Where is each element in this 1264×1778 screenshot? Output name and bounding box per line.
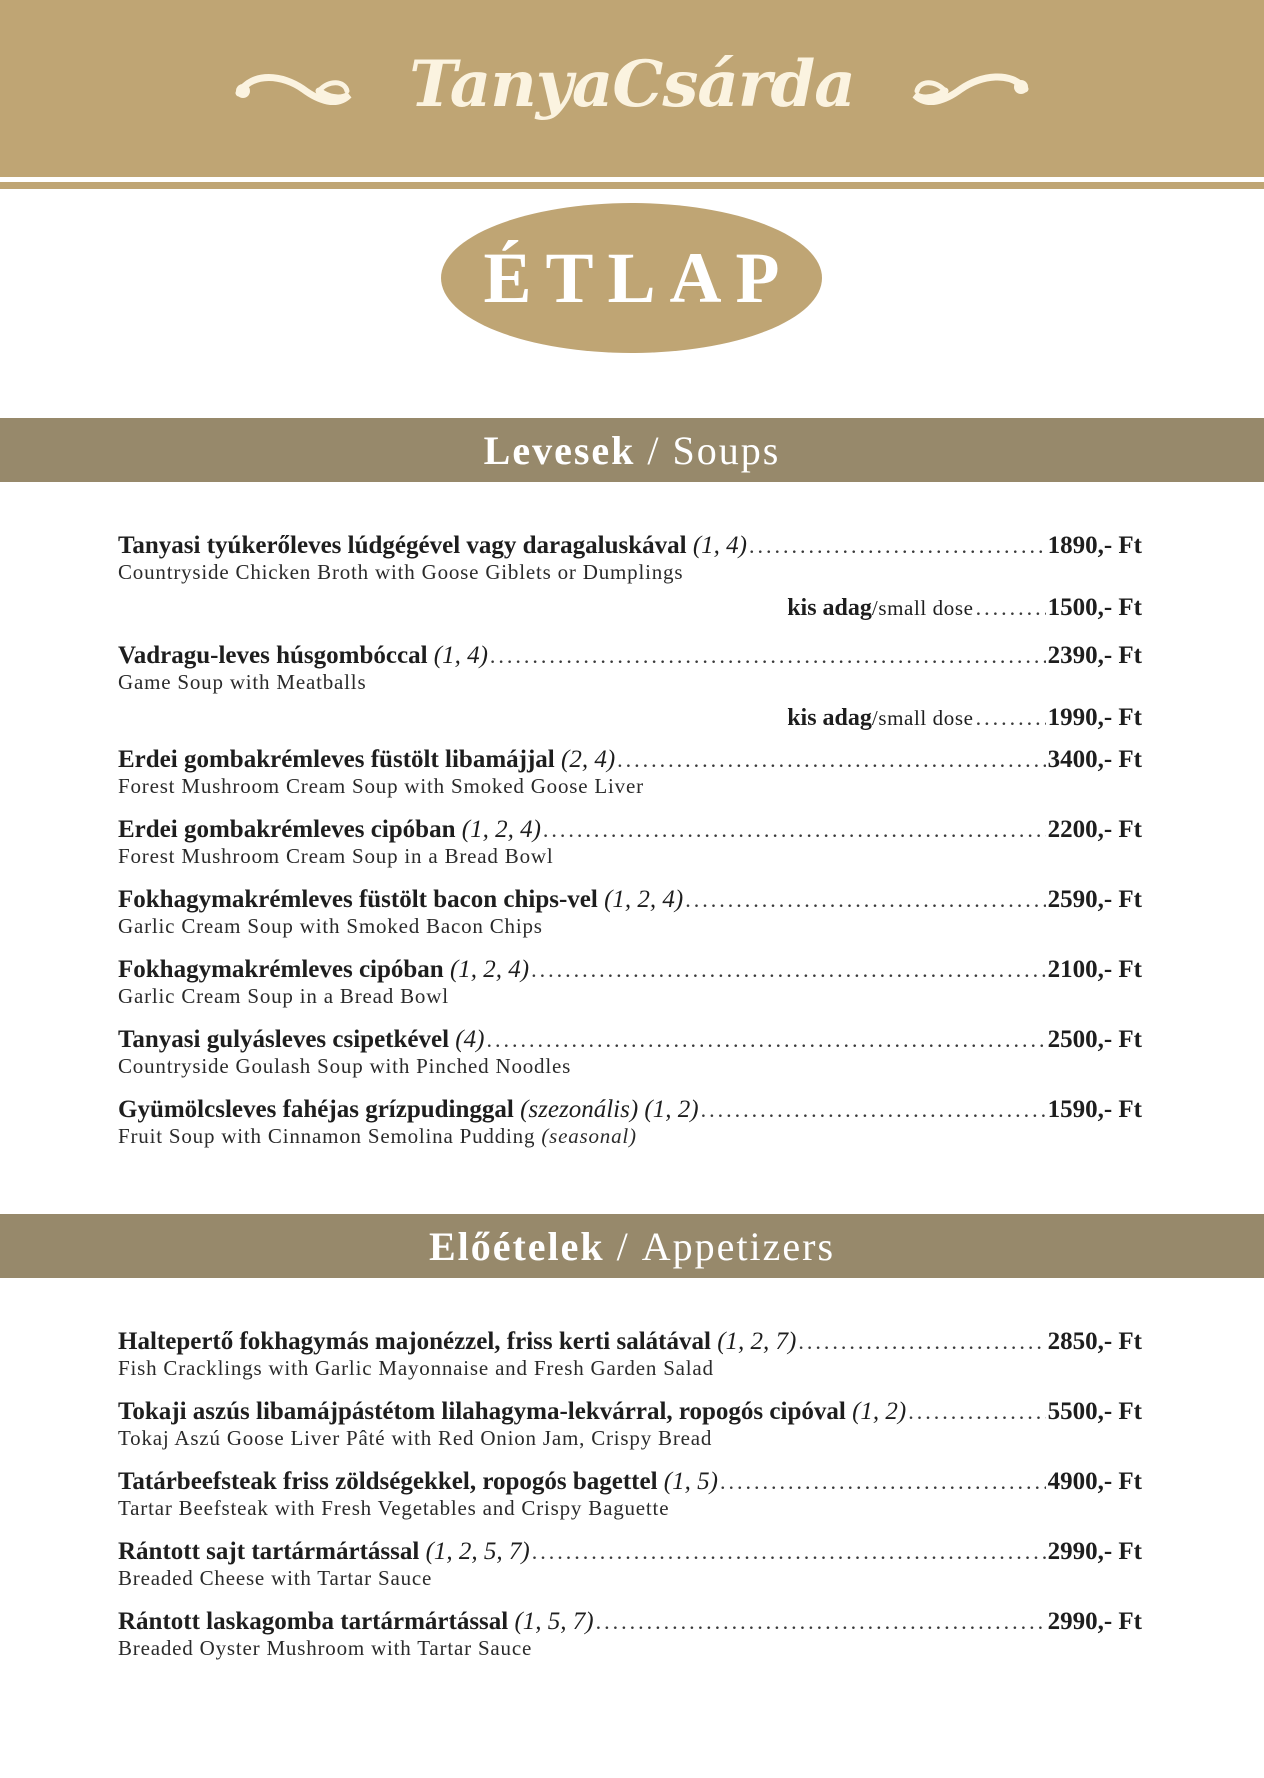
item-allergen-codes: (1, 5, 7) (514, 1608, 594, 1635)
item-allergen-codes: (1, 4) (692, 532, 747, 559)
dot-leader (720, 1469, 1046, 1495)
item-allergen-codes: (szezonális) (1, 2) (520, 1096, 699, 1123)
item-name: Fokhagymakrémleves cipóban (118, 956, 444, 983)
item-name: Rántott laskagomba tartármártással (118, 1608, 509, 1635)
item-price: 2200,- Ft (1047, 816, 1142, 843)
item-price: 2990,- Ft (1047, 1608, 1142, 1635)
section-title-en: Soups (672, 427, 781, 473)
item-name: Rántott sajt tartármártással (118, 1538, 420, 1565)
small-dose-label-en: small dose (878, 706, 974, 730)
dot-leader (798, 1329, 1045, 1355)
item-price: 2500,- Ft (1047, 1026, 1142, 1053)
dot-leader (596, 1609, 1046, 1635)
item-price: 4900,- Ft (1047, 1468, 1142, 1495)
dot-leader (749, 533, 1046, 559)
item-name: Tanyasi tyúkerőleves lúdgégével vagy daragaluskával (118, 532, 687, 559)
dot-leader (532, 1539, 1046, 1565)
item-english-name: Forest Mushroom Cream Soup in a Bread Bowl (118, 844, 554, 868)
item-price: 2100,- Ft (1047, 956, 1142, 983)
small-portion-row (118, 594, 1142, 620)
dot-leader (685, 887, 1045, 913)
item-english-name: Forest Mushroom Cream Soup with Smoked Goose Liver (118, 774, 644, 798)
item-english-name: Garlic Cream Soup with Smoked Bacon Chips (118, 914, 543, 938)
dot-leader (976, 595, 1046, 621)
dot-leader (976, 705, 1046, 731)
item-name: Haltepertő fokhagymás majonézzel, friss kerti salátával (118, 1328, 711, 1355)
item-name: Tatárbeefsteak friss zöldségekkel, ropogós bagettel (118, 1468, 658, 1495)
section-header-soups (0, 418, 1264, 482)
item-english-name: Tokaj Aszú Goose Liver Pâté with Red Onion Jam, Crispy Bread (118, 1426, 713, 1450)
item-english-name: Tartar Beefsteak with Fresh Vegetables and Crispy Baguette (118, 1496, 670, 1520)
item-allergen-codes: (1, 2, 7) (717, 1328, 797, 1355)
menu-item (118, 642, 1142, 730)
item-name: Tokaji aszús libamájpástétom lilahagyma-lekvárral, ropogós cipóval (118, 1398, 846, 1425)
small-dose-label-hu: kis adag (787, 595, 872, 621)
item-name: Gyümölcsleves fahéjas grízpudinggal (118, 1096, 514, 1123)
section-title-en: Appetizers (641, 1223, 836, 1269)
section-title-separator: / (635, 427, 673, 473)
item-english-name: Game Soup with Meatballs (118, 670, 367, 694)
menu-item (118, 1538, 1142, 1592)
dot-leader (486, 1027, 1045, 1053)
flourish-right-icon (911, 67, 1031, 115)
menu-item (118, 1608, 1142, 1662)
menu-item (118, 1328, 1142, 1382)
dot-leader (701, 1097, 1046, 1123)
item-allergen-codes: (2, 4) (561, 746, 616, 773)
item-price: 2990,- Ft (1047, 1538, 1142, 1565)
menu-item (118, 1468, 1142, 1522)
header-rule (0, 182, 1264, 189)
small-dose-label-hu: kis adag (787, 705, 872, 731)
item-name: Vadragu-leves húsgombóccal (118, 642, 428, 669)
section-header-appetizers (0, 1214, 1264, 1278)
item-allergen-codes: (1, 5) (663, 1468, 718, 1495)
item-price: 2590,- Ft (1047, 886, 1142, 913)
item-price: 3400,- Ft (1047, 746, 1142, 773)
item-allergen-codes: (1, 4) (433, 642, 488, 669)
menu-item (118, 816, 1142, 870)
item-name: Tanyasi gulyásleves csipetkével (118, 1026, 450, 1053)
menu-item (118, 956, 1142, 1010)
item-english-name: Fish Cracklings with Garlic Mayonnaise and Fresh Garden Salad (118, 1356, 714, 1380)
title-oval (441, 203, 822, 353)
item-allergen-codes: (1, 2, 4) (449, 956, 530, 983)
dot-leader (543, 817, 1046, 843)
item-english-name: Countryside Chicken Broth with Goose Giblets or Dumplings (118, 560, 684, 584)
item-price: 2390,- Ft (1047, 642, 1142, 669)
item-price: 2850,- Ft (1047, 1328, 1142, 1355)
menu-item (118, 1398, 1142, 1452)
dot-leader (617, 747, 1045, 773)
header-banner (0, 0, 1264, 177)
menu-item (118, 532, 1142, 620)
brand-logo: TanyaCsárda (409, 47, 855, 122)
item-english-name: Fruit Soup with Cinnamon Semolina Pudding (118, 1124, 536, 1148)
item-english-name: Garlic Cream Soup in a Bread Bowl (118, 984, 449, 1008)
item-name: Fokhagymakrémleves füstölt bacon chips-vel (118, 886, 598, 913)
flourish-left-icon (233, 67, 353, 115)
item-price: 5500,- Ft (1047, 1398, 1142, 1425)
item-allergen-codes: (1, 2) (852, 1398, 907, 1425)
item-english-name: Countryside Goulash Soup with Pinched Noodles (118, 1054, 572, 1078)
item-allergen-codes: (1, 2, 5, 7) (425, 1538, 530, 1565)
dot-leader (490, 643, 1046, 669)
dot-leader (908, 1399, 1045, 1425)
item-allergen-codes: (4) (455, 1026, 485, 1053)
item-name: Erdei gombakrémleves füstölt libamájjal (118, 746, 555, 773)
menu-item (118, 1096, 1142, 1150)
section-title-separator: / (604, 1223, 642, 1269)
page-title: ÉTLAP (483, 237, 794, 318)
menu-item (118, 1026, 1142, 1080)
section-title-hu: Előételek (428, 1223, 605, 1269)
section-title-hu: Levesek (483, 427, 636, 473)
dot-leader (531, 957, 1045, 983)
small-portion-row (118, 704, 1142, 730)
small-dose-label-en: small dose (878, 596, 974, 620)
small-dose-separator: / (871, 596, 879, 620)
small-price: 1500,- Ft (1047, 594, 1142, 621)
menu-item (118, 886, 1142, 940)
small-price: 1990,- Ft (1047, 704, 1142, 731)
item-allergen-codes: (1, 2, 4) (461, 816, 541, 843)
item-allergen-codes: (1, 2, 4) (604, 886, 684, 913)
item-price: 1590,- Ft (1047, 1096, 1142, 1123)
item-price: 1890,- Ft (1047, 532, 1142, 559)
small-dose-separator: / (871, 706, 879, 730)
item-english-note: (seasonal) (541, 1124, 637, 1148)
item-english-name: Breaded Oyster Mushroom with Tartar Sauce (118, 1636, 533, 1660)
menu-item (118, 746, 1142, 800)
item-english-name: Breaded Cheese with Tartar Sauce (118, 1566, 433, 1590)
item-name: Erdei gombakrémleves cipóban (118, 816, 456, 843)
